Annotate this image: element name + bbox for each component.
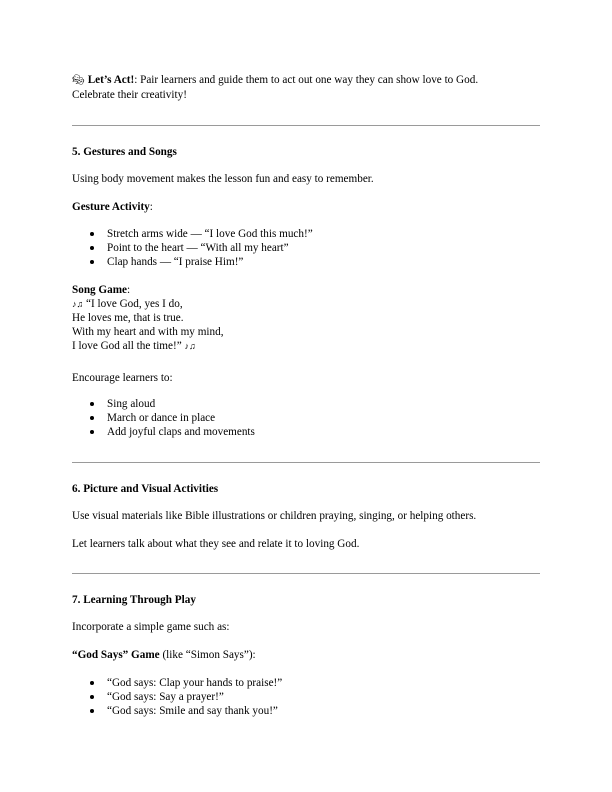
- section-6-paragraph: Use visual materials like Bible illustrations or children praying, singing, or helping others.: [72, 510, 477, 522]
- song-lyrics: [72, 297, 540, 353]
- section-6-paragraph: Let learners talk about what they see and relate it to loving God.: [72, 538, 360, 550]
- lets-act-text: : Pair learners and guide them to act out one way they can show love to God.: [134, 74, 479, 86]
- god-says-game-suffix: (like “Simon Says”):: [159, 649, 256, 661]
- list-item: Stretch arms wide — “I love God this much!”: [72, 227, 313, 241]
- god-says-game-title: “God Says” Game: [72, 649, 160, 661]
- god-says-list: [72, 676, 282, 718]
- list-item: “God says: Smile and say thank you!”: [72, 704, 282, 718]
- list-item: Point to the heart — “With all my heart”: [72, 241, 313, 255]
- music-note-icon: ♪♫: [184, 341, 196, 351]
- gesture-activity-label: [72, 200, 540, 214]
- song-line: He loves me, that is true.: [72, 312, 184, 324]
- section-5-intro: Using body movement makes the lesson fun and easy to remember.: [72, 173, 374, 185]
- lets-act-paragraph: [72, 73, 540, 102]
- lets-act-text-continued: Celebrate their creativity!: [72, 89, 187, 101]
- section-6-heading: 6. Picture and Visual Activities: [72, 483, 219, 495]
- list-item: Clap hands — “I praise Him!”: [72, 255, 313, 269]
- list-item: “God says: Clap your hands to praise!”: [72, 676, 282, 690]
- gesture-activity-colon: :: [149, 201, 153, 213]
- theater-masks-icon: 🎭︎: [72, 75, 85, 86]
- song-game-title: Song Game: [72, 284, 128, 296]
- gesture-list: [72, 227, 313, 269]
- list-item: Add joyful claps and movements: [72, 425, 255, 439]
- encourage-list: [72, 397, 255, 439]
- song-game-label: [72, 283, 540, 297]
- music-note-icon: ♪♫: [72, 299, 84, 309]
- god-says-game-label: [72, 648, 540, 662]
- section-divider: [72, 573, 540, 574]
- list-item: March or dance in place: [72, 411, 255, 425]
- song-line: With my heart and with my mind,: [72, 326, 224, 338]
- song-line: I love God all the time!”: [72, 340, 182, 352]
- list-item: Sing aloud: [72, 397, 255, 411]
- section-7-intro: Incorporate a simple game such as:: [72, 621, 230, 633]
- section-5-heading: 5. Gestures and Songs: [72, 146, 177, 158]
- section-7-heading: 7. Learning Through Play: [72, 594, 196, 606]
- encourage-text: Encourage learners to:: [72, 372, 173, 384]
- gesture-activity-title: Gesture Activity: [72, 201, 150, 213]
- lets-act-label: Let’s Act!: [87, 74, 135, 86]
- song-line: “I love God, yes I do,: [86, 298, 183, 310]
- section-divider: [72, 125, 540, 126]
- song-game-colon: :: [127, 284, 131, 296]
- section-divider: [72, 462, 540, 463]
- list-item: “God says: Say a prayer!”: [72, 690, 282, 704]
